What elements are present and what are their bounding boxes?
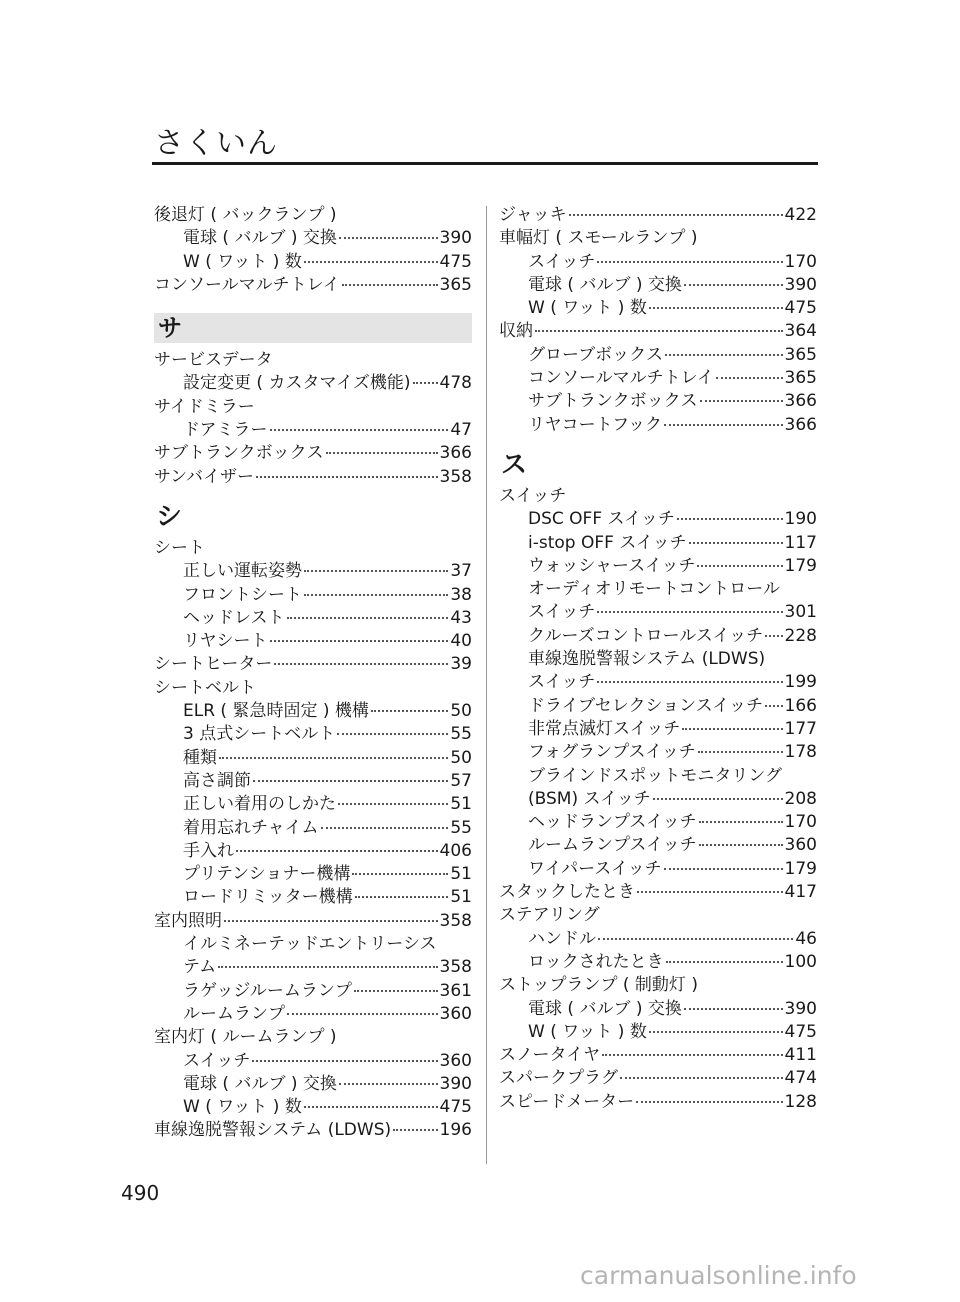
page-number: 490 [121,1181,160,1205]
index-entry [499,1044,817,1067]
index-subentry [154,933,472,956]
leader-dots [664,424,783,426]
leader-dots [689,542,783,544]
leader-dots [393,1129,437,1131]
leader-dots [371,710,448,712]
entry-label: サービスデータ [154,350,273,371]
leader-dots [684,1008,783,1010]
index-subentry [154,723,472,746]
entry-label: 室内灯 ( ルームランプ ) [154,1027,337,1048]
entry-label: スイッチ [499,485,567,506]
leader-dots [287,1013,438,1015]
leader-dots [354,990,438,992]
entry-page: 43 [450,607,472,628]
index-subentry [154,1003,472,1026]
index-subentry [499,297,817,320]
entry-label: サブトランクボックス [154,443,324,464]
index-subentry [154,419,472,442]
index-subentry [499,508,817,531]
entry-page: 478 [439,373,472,394]
leader-dots [649,1031,783,1033]
entry-page: 406 [439,840,472,861]
entry-page: 474 [784,1068,817,1089]
entry-page: 365 [439,274,472,295]
entry-label: シートヒーター [154,654,273,675]
leader-dots [338,803,448,805]
entry-page: 50 [450,701,472,722]
index-column-right [499,204,817,1114]
index-subentry [499,625,817,648]
entry-label: スピードメーター [499,1091,635,1112]
index-subentry [499,274,817,297]
entry-label: 車幅灯 ( スモールランプ ) [499,228,698,249]
entry-label: コンソールマルチトレイ [154,274,340,295]
entry-page: 199 [784,672,817,693]
entry-label: ジャッキ [499,205,567,225]
leader-dots [653,798,783,800]
entry-label: ハンドル [528,928,596,949]
entry-page: 475 [439,251,472,272]
leader-dots [636,1101,782,1103]
leader-dots [287,617,449,619]
leader-dots [256,476,438,478]
index-subentry [499,834,817,857]
entry-page: 358 [439,466,472,487]
index-entry [154,1119,472,1142]
entry-page: 361 [439,980,472,1001]
entry-label: ヘッドランプスイッチ [528,812,697,833]
index-subentry [154,793,472,816]
entry-page: 57 [450,770,472,791]
index-subentry [154,840,472,863]
index-subentry [154,1073,472,1096]
entry-page: 358 [439,910,472,931]
entry-label: ステアリング [499,905,600,926]
leader-dots [598,938,793,940]
entry-page: 179 [784,858,817,879]
entry-page: 50 [450,747,472,768]
entry-page: 475 [784,1021,817,1042]
index-subentry [499,671,817,694]
leader-dots [716,377,783,379]
index-subentry [154,584,472,607]
entry-page: 365 [784,368,817,389]
page-title: さくいん [154,126,278,161]
entry-label: DSC OFF スイッチ [528,509,675,530]
entry-page: 38 [450,584,472,605]
entry-label: W ( ワット ) 数 [528,298,647,319]
index-entry [154,274,472,297]
index-subentry [499,788,817,811]
index-subentry [499,1021,817,1044]
index-entry [154,204,472,227]
entry-page: 417 [784,882,817,903]
entry-page: 37 [450,561,472,582]
entry-page: 366 [784,414,817,435]
entry-page: 196 [439,1120,472,1141]
entry-page: 301 [784,602,817,623]
index-entry [499,1091,817,1114]
index-subentry [154,560,472,583]
index-entry [499,904,817,927]
entry-page: 360 [439,1050,472,1071]
index-subentry [499,811,817,834]
index-subentry [499,741,817,764]
entry-page: 46 [795,928,817,949]
entry-label: スイッチ [528,672,596,693]
leader-dots [304,570,448,572]
entry-label: オーディオリモートコントロール [528,579,780,600]
leader-dots [699,821,783,823]
index-subentry [154,863,472,886]
entry-page: 390 [439,1073,472,1094]
entry-page: 360 [439,1003,472,1024]
index-entry [154,910,472,933]
index-entry [154,349,472,372]
entry-label: 電球 ( バルブ ) 交換 [183,1073,337,1094]
index-subentry [154,251,472,274]
leader-dots [637,891,783,893]
entry-page: 358 [439,957,472,978]
index-entry [154,1026,472,1049]
entry-label: ルームランプ [183,1003,285,1024]
index-subentry [499,858,817,881]
index-subentry [154,227,472,250]
leader-dots [765,635,782,637]
entry-page: 208 [784,788,817,809]
entry-page: 390 [784,274,817,295]
entry-page: 411 [784,1045,817,1066]
entry-label: ブラインドスポットモニタリング [528,765,782,786]
entry-page: 170 [784,251,817,272]
entry-page: 39 [450,654,472,675]
leader-dots [666,961,783,963]
entry-page: 55 [450,817,472,838]
entry-label: ドライブセレクションスイッチ [528,695,763,716]
index-subentry [499,998,817,1021]
index-subentry [499,367,817,390]
leader-dots [252,1060,437,1062]
entry-label: i-stop OFF スイッチ [528,532,687,553]
entry-page: 365 [784,344,817,365]
index-subentry [154,770,472,793]
entry-label: 正しい運転姿勢 [183,561,302,582]
entry-label: 正しい着用のしかた [183,794,336,815]
index-entry [499,227,817,250]
entry-label: ラゲッジルームランプ [183,980,352,1001]
entry-label: ロードリミッター機構 [183,887,353,908]
entry-label: W ( ワット ) 数 [183,1097,302,1118]
entry-label: 収納 [499,321,533,342]
leader-dots [620,1077,783,1079]
entry-label: 室内照明 [154,910,222,931]
leader-dots [697,565,782,567]
entry-page: 170 [784,812,817,833]
entry-label: サブトランクボックス [528,391,698,412]
entry-label: フロントシート [183,584,302,605]
entry-label: リヤコートフック [528,414,662,435]
index-subentry [154,630,472,653]
index-subentry [499,555,817,578]
entry-label: 種類 [183,747,217,768]
entry-label: プリテンショナー機構 [183,864,351,885]
index-subentry [499,928,817,951]
index-subentry [154,980,472,1003]
leader-dots [413,382,438,384]
leader-dots [304,261,438,263]
entry-label: 手入れ [183,840,234,861]
index-entry [499,1067,817,1090]
index-subentry [499,251,817,274]
entry-label: シートベルト [154,677,256,698]
leader-dots [765,705,783,707]
entry-label: シート [154,537,205,558]
entry-page: 117 [784,532,817,553]
entry-label: サイドミラー [154,396,255,417]
entry-label: ELR ( 緊急時固定 ) 機構 [183,701,369,722]
entry-label: 高さ調節 [183,770,251,791]
watermark: carmanualsonline.info [580,1261,857,1290]
leader-dots [342,284,438,286]
entry-page: 55 [450,724,472,745]
entry-page: 51 [450,887,472,908]
leader-dots [270,640,449,642]
leader-dots [699,844,783,846]
index-subentry [154,956,472,979]
entry-label: サンバイザー [154,466,254,487]
entry-label: 電球 ( バルブ ) 交換 [528,274,682,295]
leader-dots [569,214,783,216]
index-entry [154,396,472,419]
leader-dots [602,1054,782,1056]
leader-dots [270,429,449,431]
entry-page: 177 [784,718,817,739]
index-entry [154,442,472,465]
index-entry [154,537,472,560]
entry-label: W ( ワット ) 数 [528,1021,647,1042]
index-entry [499,320,817,343]
entry-label: ストップランプ ( 制動灯 ) [499,975,698,996]
title-rule [152,162,818,165]
entry-page: 366 [439,443,472,464]
entry-label: 車線逸脱警報システム (LDWS) [528,649,766,670]
leader-dots [677,518,783,520]
entry-label: (BSM) スイッチ [528,788,651,809]
leader-dots [339,1083,438,1085]
index-entry [154,677,472,700]
section-heading: サ [154,313,472,343]
entry-label: 非常点滅灯スイッチ [528,718,681,739]
entry-label: スイッチ [183,1050,251,1071]
entry-label: 後退灯 ( バックランプ ) [154,205,337,225]
entry-page: 51 [450,864,472,885]
leader-dots [597,681,782,683]
entry-label: コンソールマルチトレイ [528,368,714,389]
leader-dots [236,850,438,852]
leader-dots [337,733,448,735]
entry-page: 179 [784,555,817,576]
entry-label: スタックしたとき [499,882,635,903]
index-subentry [499,695,817,718]
entry-page: 166 [784,695,817,716]
leader-dots [355,896,449,898]
leader-dots [597,261,782,263]
leader-dots [698,751,783,753]
leader-dots [304,1106,438,1108]
entry-label: フォグランプスイッチ [528,742,696,763]
index-subentry [154,817,472,840]
entry-label: 設定変更 ( カスタマイズ機能) [183,373,411,394]
index-subentry [499,718,817,741]
leader-dots [219,757,448,759]
entry-label: スイッチ [528,602,596,623]
entry-page: 360 [784,835,817,856]
entry-label: 車線逸脱警報システム (LDWS) [154,1120,392,1141]
index-subentry [154,607,472,630]
index-entry [499,881,817,904]
leader-dots [664,868,783,870]
entry-page: 100 [784,951,817,972]
leader-dots [274,663,448,665]
entry-label: グローブボックス [528,344,663,365]
entry-label: W ( ワット ) 数 [183,251,302,272]
index-subentry [499,390,817,413]
leader-dots [352,873,448,875]
entry-label: イルミネーテッドエントリーシス [183,934,437,955]
leader-dots [326,452,438,454]
entry-page: 422 [784,205,817,225]
index-subentry [499,578,817,601]
section-heading: シ [156,502,183,533]
entry-page: 390 [439,228,472,249]
entry-page: 228 [784,625,817,646]
index-column-left [154,204,472,1143]
index-subentry [154,1050,472,1073]
entry-page: 40 [450,631,472,652]
entry-page: 190 [784,509,817,530]
entry-page: 364 [784,321,817,342]
leader-dots [682,728,782,730]
leader-dots [684,284,783,286]
entry-label: 電球 ( バルブ ) 交換 [183,228,337,249]
leader-dots [597,611,782,613]
index-entry [154,466,472,489]
leader-dots [304,594,448,596]
leader-dots [700,400,783,402]
column-divider [486,206,487,1164]
index-subentry [499,601,817,624]
entry-label: 3 点式シートベルト [183,724,336,745]
leader-dots [339,237,438,239]
section-heading: ス [501,450,528,481]
leader-dots [253,780,448,782]
index-entry [499,204,817,227]
entry-label: ドアミラー [183,420,268,441]
entry-page: 47 [450,420,472,441]
index-subentry [154,700,472,723]
entry-label: ワイパースイッチ [528,858,662,879]
entry-label: ヘッドレスト [183,607,285,628]
leader-dots [321,827,449,829]
entry-label: スイッチ [528,251,596,272]
index-subentry [499,414,817,437]
entry-label: ルームランプスイッチ [528,835,697,856]
index-subentry [499,532,817,555]
index-subentry [499,344,817,367]
entry-page: 366 [784,391,817,412]
index-subentry [499,648,817,671]
index-subentry [154,1096,472,1119]
entry-label: 着用忘れチャイム [183,817,319,838]
leader-dots [665,354,783,356]
index-subentry [499,765,817,788]
entry-page: 51 [450,794,472,815]
entry-page: 475 [784,298,817,319]
index-subentry [154,747,472,770]
leader-dots [535,330,783,332]
index-entry [154,653,472,676]
entry-page: 128 [784,1091,817,1112]
entry-label: ロックされたとき [528,951,664,972]
index-entry [499,974,817,997]
index-subentry [154,372,472,395]
entry-page: 475 [439,1097,472,1118]
leader-dots [649,307,783,309]
index-entry [499,485,817,508]
leader-dots [224,920,438,922]
entry-label: クルーズコントロールスイッチ [528,625,764,646]
entry-page: 178 [784,742,817,763]
entry-label: スノータイヤ [499,1045,601,1066]
entry-label: リヤシート [183,631,268,652]
index-subentry [499,951,817,974]
entry-label: ウォッシャースイッチ [528,555,696,576]
index-subentry [154,886,472,909]
entry-label: スパークプラグ [499,1068,618,1089]
entry-page: 390 [784,998,817,1019]
leader-dots [218,966,437,968]
entry-label: 電球 ( バルブ ) 交換 [528,998,682,1019]
entry-label: テム [183,957,217,978]
